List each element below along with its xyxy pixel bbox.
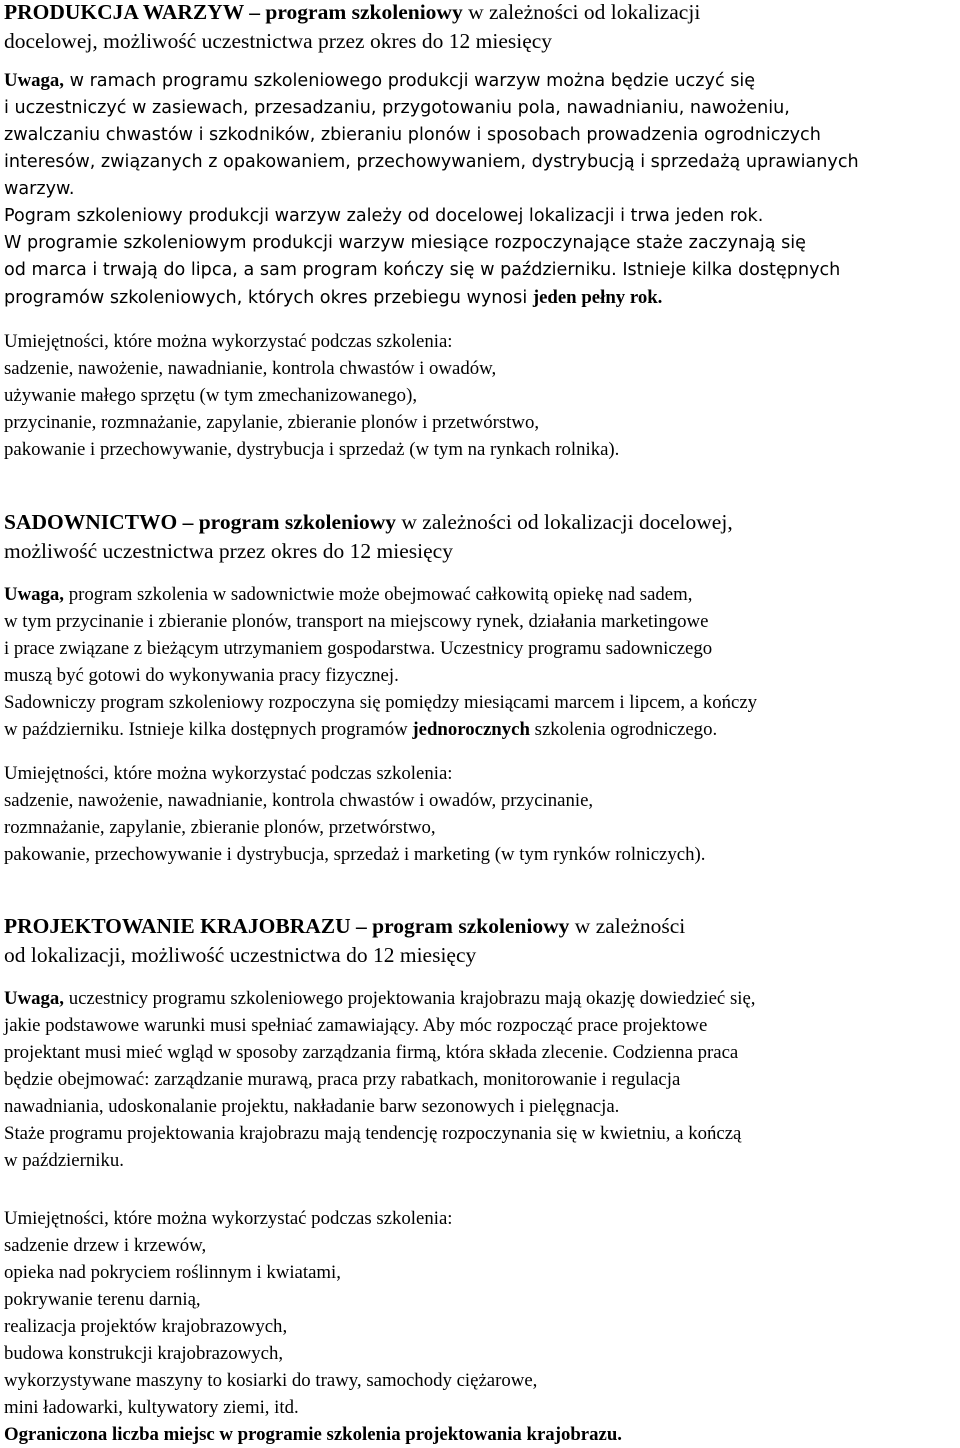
skill-item: pokrywanie terenu darnią, bbox=[4, 1289, 201, 1310]
title-line2: docelowej, możliwość uczestnictwa przez okres do 12 miesięcy bbox=[4, 29, 553, 53]
skill-item: sadzenie, nawożenie, nawadnianie, kontrola chwastów i owadów, przycinanie, bbox=[4, 790, 594, 811]
note-bold: Uwaga, bbox=[4, 70, 64, 91]
skill-item: sadzenie, nawożenie, nawadnianie, kontrola chwastów i owadów, bbox=[4, 358, 497, 379]
skills-heading: Umiejętności, które można wykorzystać podczas szkolenia: bbox=[4, 331, 453, 352]
section-description bbox=[4, 985, 756, 1174]
desc-line: w ramach programu szkoleniowego produkcji warzyw można będzie uczyć się bbox=[64, 71, 756, 91]
desc-line: program szkolenia w sadownictwie może obejmować całkowitą opiekę nad sadem, bbox=[64, 584, 693, 605]
title-bold: SADOWNICTWO – program szkoleniowy bbox=[4, 510, 396, 534]
desc-line: nawadniania, udoskonalanie projektu, nakładanie barw sezonowych i pielęgnacja. bbox=[4, 1096, 620, 1117]
skills-heading: Umiejętności, które można wykorzystać podczas szkolenia: bbox=[4, 763, 453, 784]
desc-line: zwalczaniu chwastów i szkodników, zbieraniu plonów i sposobach prowadzenia ogrodniczych bbox=[4, 125, 821, 145]
desc-line: Sadowniczy program szkoleniowy rozpoczyna się pomiędzy miesiącami marcem i lipcem, a kończy bbox=[4, 692, 758, 713]
desc-line: od marca i trwają do lipca, a sam program kończy się w październiku. Istnieje kilka dostępnych bbox=[4, 260, 841, 280]
desc-line: W programie szkoleniowym produkcji warzyw miesiące rozpoczynające staże zaczynają się bbox=[4, 233, 807, 253]
title-line2: od lokalizacji, możliwość uczestnictwa do 12 miesięcy bbox=[4, 943, 477, 967]
section-description bbox=[4, 67, 859, 312]
note-bold: Uwaga, bbox=[4, 988, 64, 1009]
skill-item: budowa konstrukcji krajobrazowych, bbox=[4, 1343, 284, 1364]
desc-line: w październiku. bbox=[4, 1150, 124, 1171]
skill-item: używanie małego sprzętu (w tym zmechanizowanego), bbox=[4, 385, 418, 406]
section-description bbox=[4, 581, 757, 743]
desc-line: muszą być gotowi do wykonywania pracy fizycznej. bbox=[4, 665, 399, 686]
desc-line: i prace związane z bieżącym utrzymaniem gospodarstwa. Uczestnicy programu sadowniczego bbox=[4, 638, 713, 659]
skill-item: rozmnażanie, zapylanie, zbieranie plonów, przetwórstwo, bbox=[4, 817, 436, 838]
desc-line: w tym przycinanie i zbieranie plonów, transport na miejscowy rynek, działania marketingowe bbox=[4, 611, 709, 632]
desc-line: szkolenia ogrodniczego. bbox=[529, 719, 718, 740]
skill-item: sadzenie drzew i krzewów, bbox=[4, 1235, 207, 1256]
desc-line: Staże programu projektowania krajobrazu mają tendencję rozpoczynania się w kwietniu, a kończą bbox=[4, 1123, 742, 1144]
desc-line: jakie podstawowe warunki musi spełniać zamawiający. Aby móc rozpocząć prace projektowe bbox=[4, 1015, 708, 1036]
skill-item: realizacja projektów krajobrazowych, bbox=[4, 1316, 288, 1337]
skills-block bbox=[4, 1205, 622, 1448]
desc-line: interesów, związanych z opakowaniem, przechowywaniem, dystrybucją i sprzedażą uprawianych bbox=[4, 152, 859, 172]
title-line2: możliwość uczestnictwa przez okres do 12 miesięcy bbox=[4, 539, 453, 563]
title-rest: w zależności od lokalizacji docelowej, bbox=[396, 510, 733, 534]
skill-item: przycinanie, rozmnażanie, zapylanie, zbieranie plonów i przetwórstwo, bbox=[4, 412, 540, 433]
desc-bold: jednorocznych bbox=[412, 719, 530, 740]
desc-line: uczestnicy programu szkoleniowego projektowania krajobrazu mają okazję dowiedzieć się, bbox=[64, 988, 756, 1009]
desc-line: warzyw. bbox=[4, 179, 75, 199]
skill-item: wykorzystywane maszyny to kosiarki do trawy, samochody ciężarowe, bbox=[4, 1370, 538, 1391]
final-note: Ograniczona liczba miejsc w programie szkolenia projektowania krajobrazu. bbox=[4, 1424, 622, 1445]
skill-item: pakowanie i przechowywanie, dystrybucja i sprzedaż (w tym na rynkach rolnika). bbox=[4, 439, 620, 460]
desc-line: będzie obejmować: zarządzanie murawą, praca przy rabatkach, monitorowanie i regulacja bbox=[4, 1069, 681, 1090]
section-title bbox=[4, 508, 733, 566]
note-bold: Uwaga, bbox=[4, 584, 64, 605]
skills-block bbox=[4, 328, 619, 463]
title-rest: w zależności od lokalizacji bbox=[462, 0, 701, 24]
skills-block bbox=[4, 760, 705, 868]
skills-heading: Umiejętności, które można wykorzystać podczas szkolenia: bbox=[4, 1208, 453, 1229]
desc-line: i uczestniczyć w zasiewach, przesadzaniu, przygotowaniu pola, nawadnianiu, nawożeniu, bbox=[4, 98, 790, 118]
title-rest: w zależności bbox=[569, 914, 686, 938]
skill-item: mini ładowarki, kultywatory ziemi, itd. bbox=[4, 1397, 299, 1418]
desc-line: Pogram szkoleniowy produkcji warzyw zależy od docelowej lokalizacji i trwa jeden rok. bbox=[4, 206, 764, 226]
title-bold: PROJEKTOWANIE KRAJOBRAZU – program szkoleniowy bbox=[4, 914, 570, 938]
skill-item: pakowanie, przechowywanie i dystrybucja, sprzedaż i marketing (w tym rynków rolniczych). bbox=[4, 844, 706, 865]
desc-line: programów szkoleniowych, których okres przebiegu wynosi bbox=[4, 288, 533, 308]
desc-line: projektant musi mieć wgląd w sposoby zarządzania firmą, która składa zlecenie. Codzienna praca bbox=[4, 1042, 739, 1063]
section-title bbox=[4, 912, 685, 970]
desc-bold: jeden pełny rok. bbox=[532, 287, 663, 308]
skill-item: opieka nad pokryciem roślinnym i kwiatami, bbox=[4, 1262, 341, 1283]
desc-line: w październiku. Istnieje kilka dostępnych programów bbox=[4, 719, 413, 740]
section-title bbox=[4, 0, 700, 56]
title-bold: PRODUKCJA WARZYW – program szkoleniowy bbox=[4, 0, 463, 24]
